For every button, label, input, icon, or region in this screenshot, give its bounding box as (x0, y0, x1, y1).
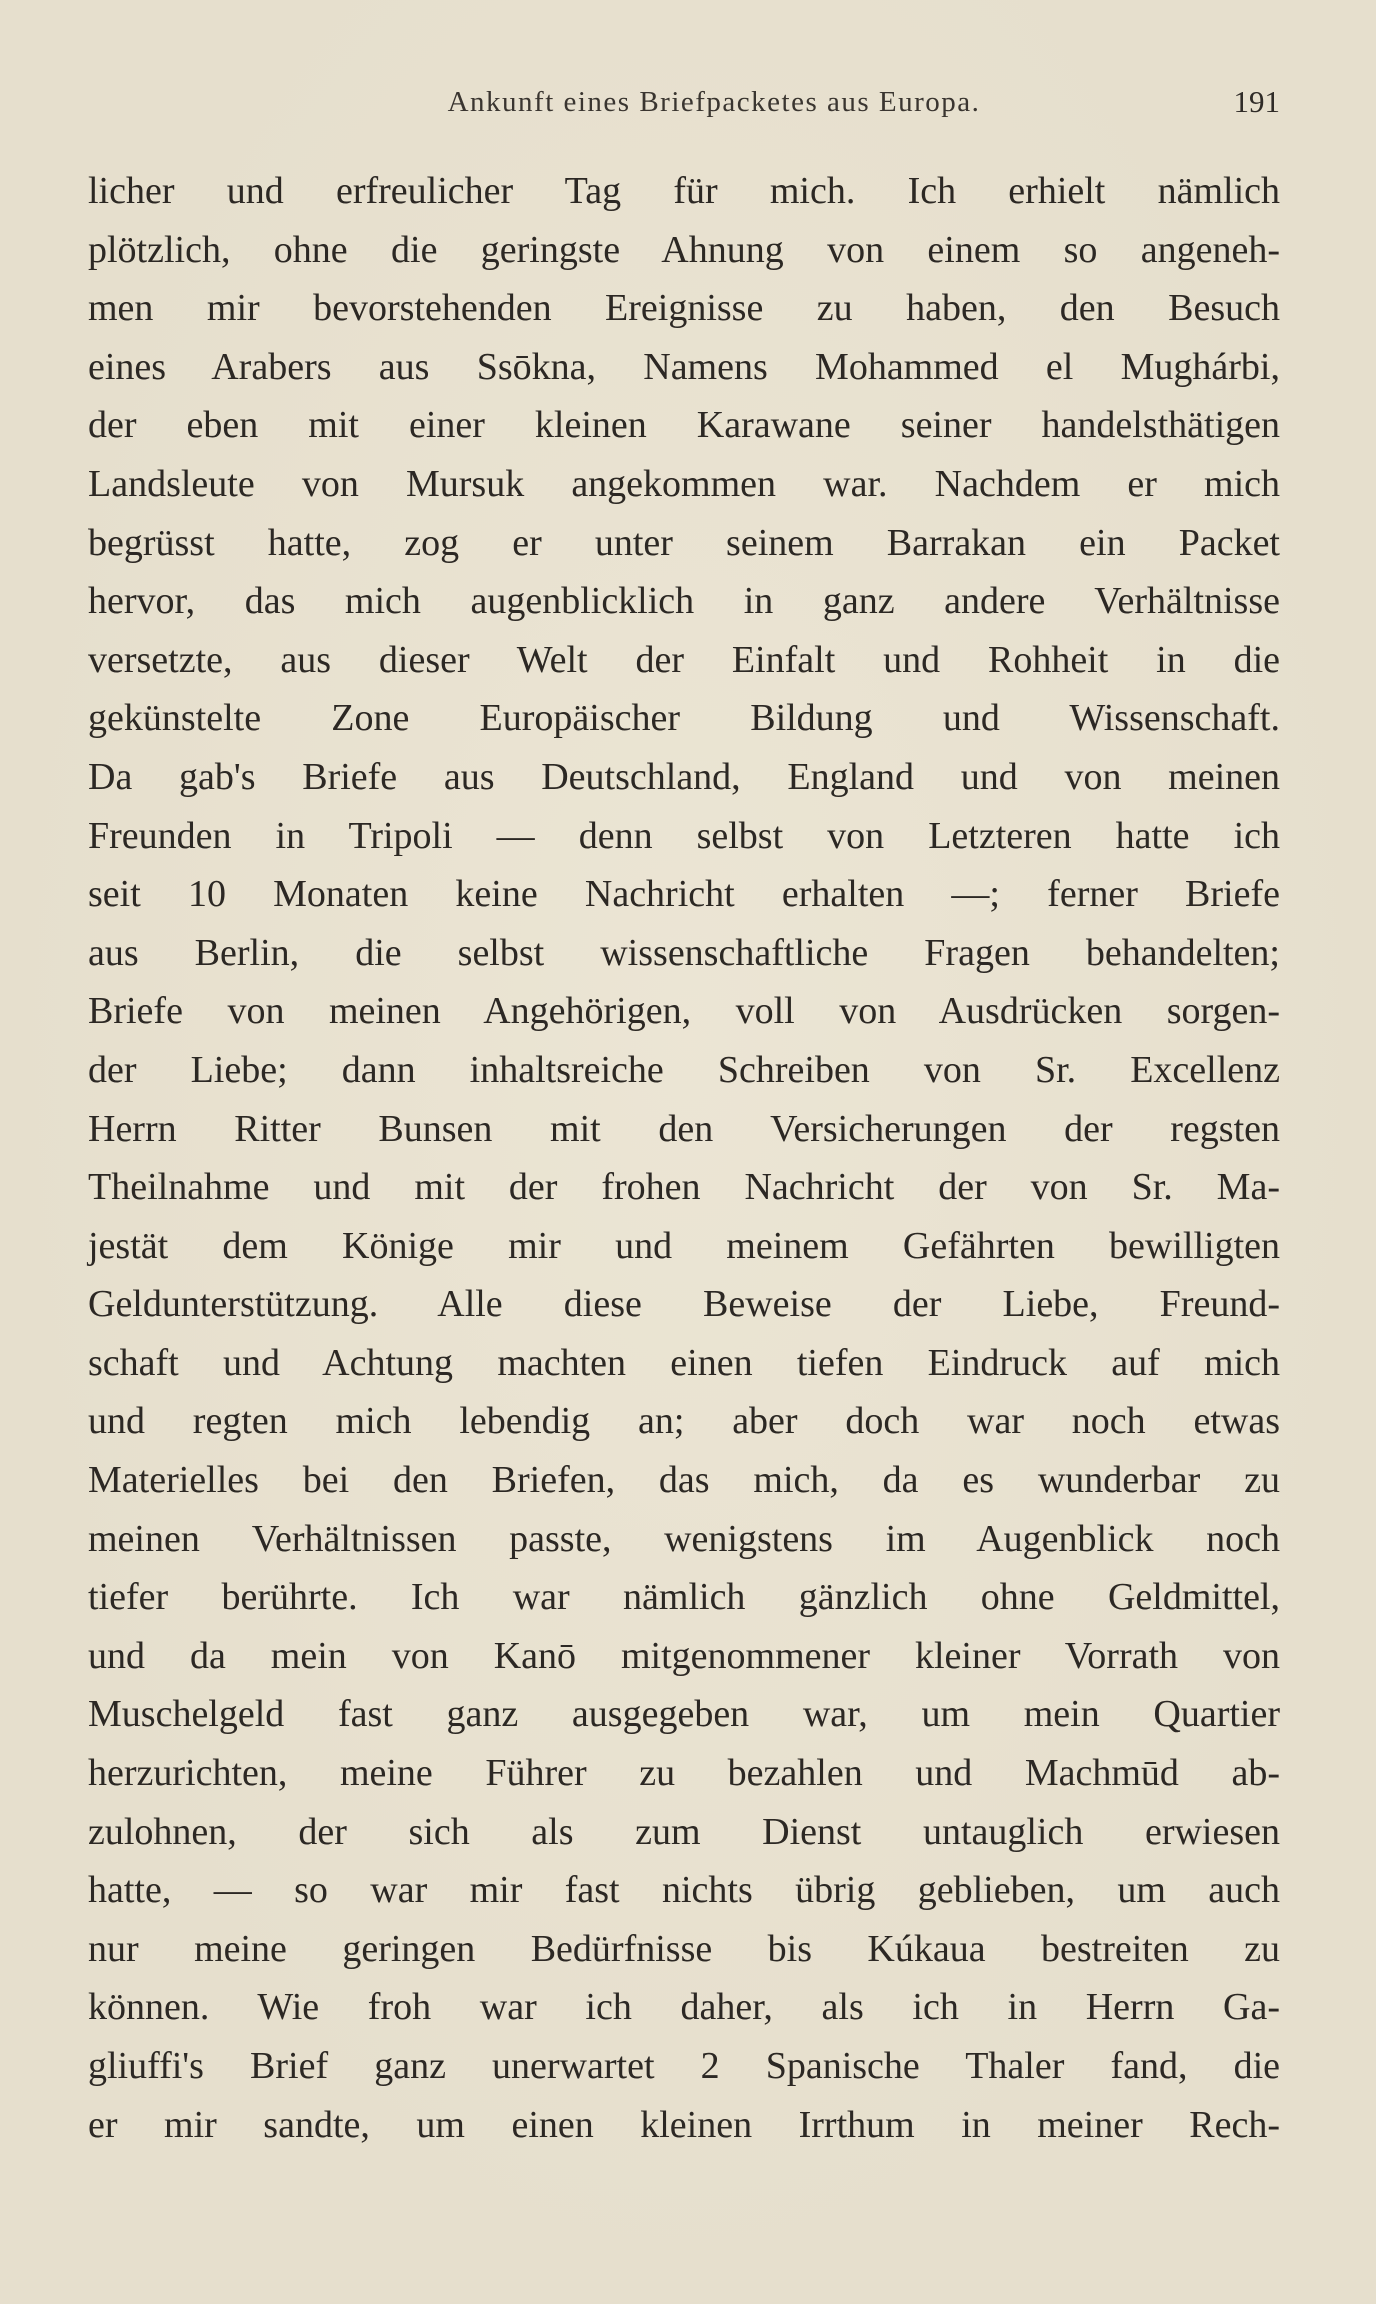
text-line: gliuffi's Brief ganz unerwartet 2 Spanische Thaler fand, die (88, 2045, 1280, 2087)
running-title: Ankunft eines Briefpacketes aus Europa. (447, 86, 981, 118)
text-line: und da mein von Kanō mitgenommener kleiner Vorrath von (88, 1634, 1280, 1677)
text-line: seit 10 Monaten keine Nachricht erhalten —; ferner Briefe (88, 873, 1280, 916)
text-line: der Liebe; dann inhaltsreiche Schreiben von Sr. Excellenz (88, 1048, 1280, 1091)
text-line: versetzte, aus dieser Welt der Einfalt und Rohheit in die (88, 638, 1280, 681)
running-head (88, 82, 1280, 122)
text-line: licher und erfreulicher Tag für mich. Ich erhielt nämlich (88, 170, 1280, 212)
text-line: hatte, — so war mir fast nichts übrig geblieben, um auch (88, 1869, 1280, 1912)
text-line: nur meine geringen Bedürfnisse bis Kúkaua bestreiten zu (88, 1927, 1280, 1970)
text-line: Herrn Ritter Bunsen mit den Versicherungen der regsten (88, 1107, 1280, 1150)
text-line: zulohnen, der sich als zum Dienst untauglich erwiesen (88, 1810, 1280, 1853)
text-line: können. Wie froh war ich daher, als ich in Herrn Ga- (88, 1986, 1280, 2029)
text-line: Muschelgeld fast ganz ausgegeben war, um mein Quartier (88, 1693, 1280, 1736)
text-line: aus Berlin, die selbst wissenschaftliche Fragen behandelten; (88, 931, 1280, 974)
text-line: er mir sandte, um einen kleinen Irrthum in meiner Rech- (88, 2103, 1280, 2146)
text-line: plötzlich, ohne die geringste Ahnung von einem so angeneh- (88, 228, 1280, 271)
text-line: men mir bevorstehenden Ereignisse zu haben, den Besuch (88, 287, 1280, 330)
text-line: Theilnahme und mit der frohen Nachricht der von Sr. Ma- (88, 1166, 1280, 1209)
text-line: Freunden in Tripoli — denn selbst von Letzteren hatte ich (88, 814, 1280, 857)
text-line: hervor, das mich augenblicklich in ganz andere Verhältnisse (88, 580, 1280, 623)
text-line: gekünstelte Zone Europäischer Bildung und Wissenschaft. (88, 697, 1280, 740)
text-line: schaft und Achtung machten einen tiefen Eindruck auf mich (88, 1341, 1280, 1384)
text-line: Landsleute von Mursuk angekommen war. Nachdem er mich (88, 462, 1280, 505)
text-line: meinen Verhältnissen passte, wenigstens im Augenblick noch (88, 1517, 1280, 1560)
text-line: und regten mich lebendig an; aber doch war noch etwas (88, 1400, 1280, 1443)
text-line: tiefer berührte. Ich war nämlich gänzlich ohne Geldmittel, (88, 1576, 1280, 1619)
text-line: Da gab's Briefe aus Deutschland, England und von meinen (88, 755, 1280, 798)
text-line: jestät dem Könige mir und meinem Gefährten bewilligten (88, 1224, 1280, 1267)
text-line: Materielles bei den Briefen, das mich, da es wunderbar zu (88, 1459, 1280, 1502)
text-line: der eben mit einer kleinen Karawane seiner handelsthätigen (88, 404, 1280, 447)
text-line: begrüsst hatte, zog er unter seinem Barrakan ein Packet (88, 521, 1280, 564)
text-line: Briefe von meinen Angehörigen, voll von Ausdrücken sorgen- (88, 990, 1280, 1033)
text-line: herzurichten, meine Führer zu bezahlen und Machmūd ab- (88, 1752, 1280, 1795)
text-line: Geldunterstützung. Alle diese Beweise der Liebe, Freund- (88, 1283, 1280, 1326)
text-line: eines Arabers aus Ssōkna, Namens Mohammed el Mughárbi, (88, 345, 1280, 388)
body-text (88, 162, 1280, 2154)
page-number: 191 (1233, 84, 1280, 119)
